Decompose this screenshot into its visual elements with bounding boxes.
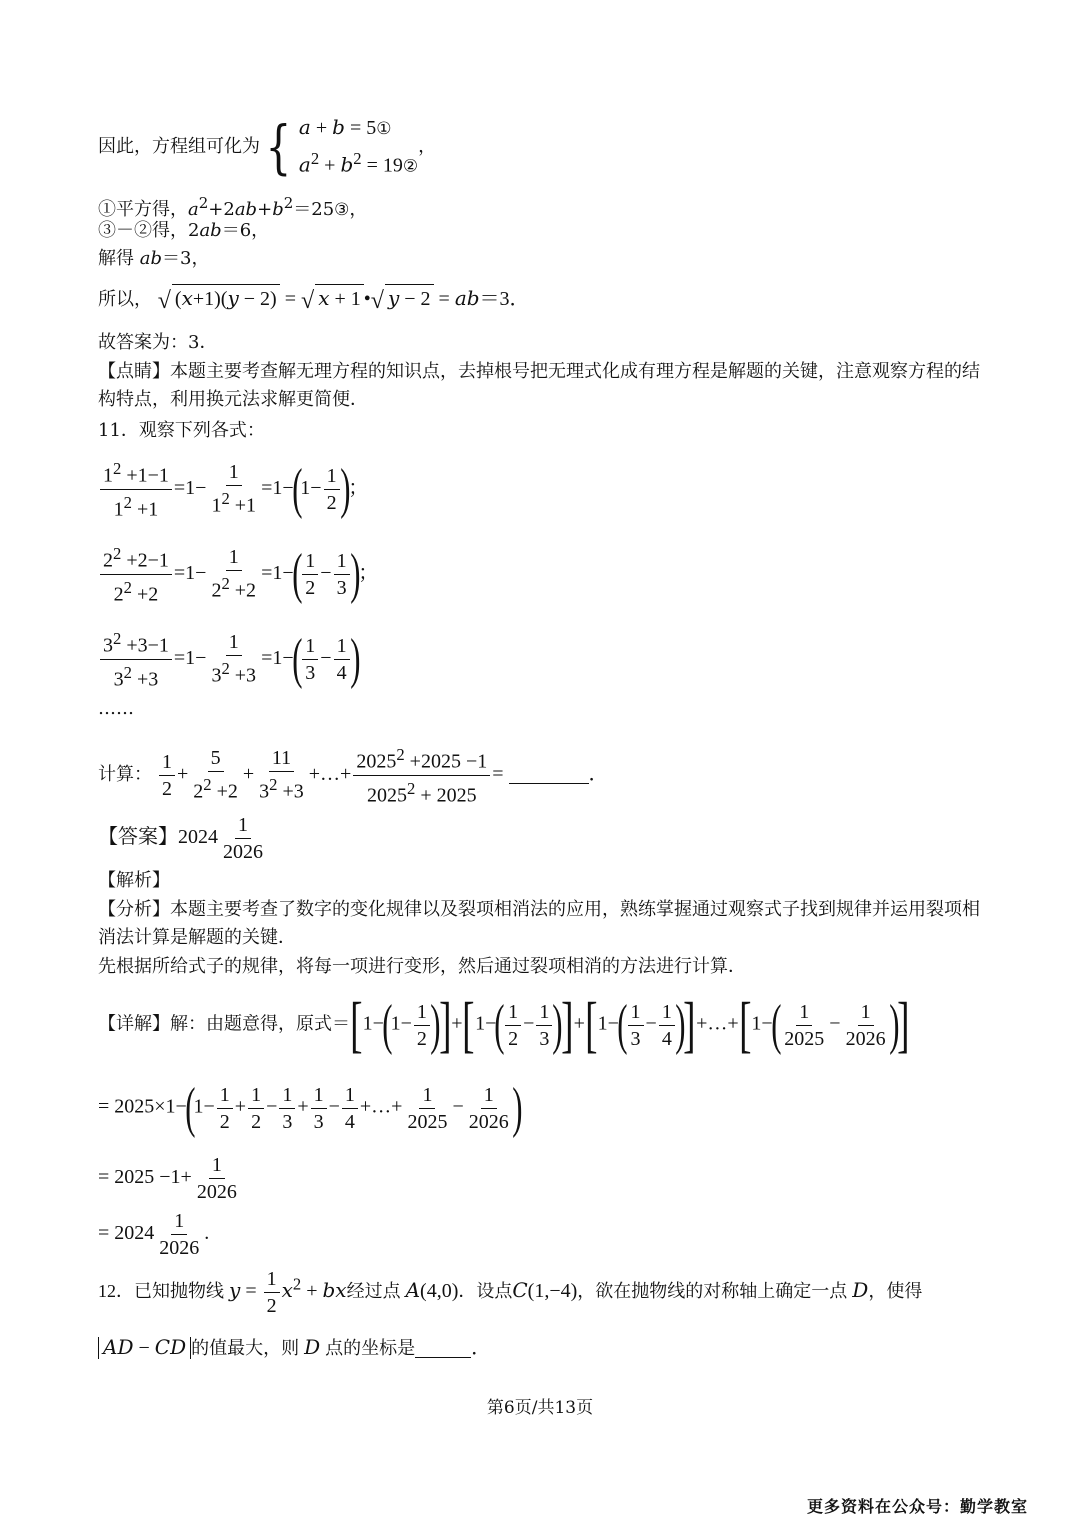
page-footer: 第6页/共13页 <box>486 1398 594 1418</box>
answer: 【答案】2024 $\frac{1}{2026}$ <box>98 814 263 863</box>
watermark: 更多资料在公众号：勤学教室 <box>806 1497 1028 1516</box>
answer-blank <box>415 1339 471 1358</box>
q12-line1: 12．已知抛物线 y = $\frac{1}{2}$ $x^2$ + bx经过点 A(4,0)．设点C(1,−4)，欲在抛物线的对称轴上确定一点 D，使得 <box>98 1268 923 1317</box>
pattern-1: $\frac{1^2 +1-1}{1^2 +1}$ =1− $\frac{1}{1^2 +1}$ =1−(1− $\frac{1}{2}$ )； <box>98 456 368 522</box>
step-2024: = 2025 −1+ $\frac{1}{2026}$ <box>98 1154 237 1203</box>
text: 因此，方程组可化为 <box>98 135 260 157</box>
analysis-label: 【解析】 <box>98 870 170 891</box>
ellipsis: …… <box>98 698 134 719</box>
dianjing-note: 【点睛】本题主要考查解无理方程的知识点，去掉根号把无理式化成有理方程是解题的关键，注意观察方程的结构特点，利用换元法求解更简便． <box>98 361 980 410</box>
step-final: = 2024 $\frac{1}{2026}$ . <box>98 1210 210 1259</box>
equation-system-line: 因此，方程组可化为{ a + b = 5① $a^2 + b^2$ = 19② ， <box>98 112 437 181</box>
answer-blank <box>509 765 589 784</box>
step-square: ①平方得，$a^2+2ab+b^2=25③$， <box>98 194 368 220</box>
fenxi-2: 先根据所给式子的规律，将每一项进行变形，然后通过裂项相消的方法进行计算． <box>98 956 746 977</box>
step-conclusion: 所以， √ (x+1)(y − 2) = √ x + 1 •√ y − 2 = ab＝3． <box>98 286 530 314</box>
fenxi: 【分析】本题主要考查了数字的变化规律以及裂项相消法的应用，熟练掌握通过观察式子找到规律并运用裂项相消法计算是解题的关键． <box>98 899 980 948</box>
q11-title: 11．观察下列各式： <box>98 420 265 441</box>
step-subtract: ③－②得，2ab＝6， <box>98 220 270 241</box>
step-solve: 解得 ab＝3， <box>98 248 210 269</box>
pattern-3: $\frac{3^2 +3-1}{3^2 +3}$ =1− $\frac{1}{3^2 +3}$ =1−( $\frac{1}{3}$ − $\frac{1}{4}$ ) <box>98 626 358 692</box>
calc-line: 计算： $\frac{1}{2}$ + $\frac{5}{2^2 +2}$ + $\frac{11}{3^2 +3}$ +…+ $\frac{2025^2 +2025 -1}{2025^2 + 2025}$ = ． <box>98 742 609 808</box>
answer-line: 故答案为：3． <box>98 332 218 353</box>
step-2025: = 2025×1−(1− $\frac{1}{2}$ + $\frac{1}{2}$ − $\frac{1}{3}$ + $\frac{1}{3}$ − $\frac{1}{4}$ +…+ $\frac{1}{2025}$ − $\frac{1}{2026}$ ) <box>98 1077 523 1139</box>
xiangjie-line: 【详解】解：由题意得，原式＝[1−(1− $\frac{1}{2}$ )]+[1−( $\frac{1}{2}$ − $\frac{1}{3}$ )]+[1−( $\frac{1}{3}$ − $\frac{1}{4}$ )]+…+[1−( $\frac{1}{2025}$ − $\frac{1}{2026}$ )] <box>98 991 910 1059</box>
pattern-2: $\frac{2^2 +2-1}{2^2 +2}$ =1− $\frac{1}{2^2 +2}$ =1−( $\frac{1}{2}$ − $\frac{1}{3}$ )； <box>98 541 378 607</box>
q12-line2: AD − CD 的值最大，则 D 点的坐标是 ． <box>98 1334 491 1361</box>
text: ， <box>418 135 437 157</box>
